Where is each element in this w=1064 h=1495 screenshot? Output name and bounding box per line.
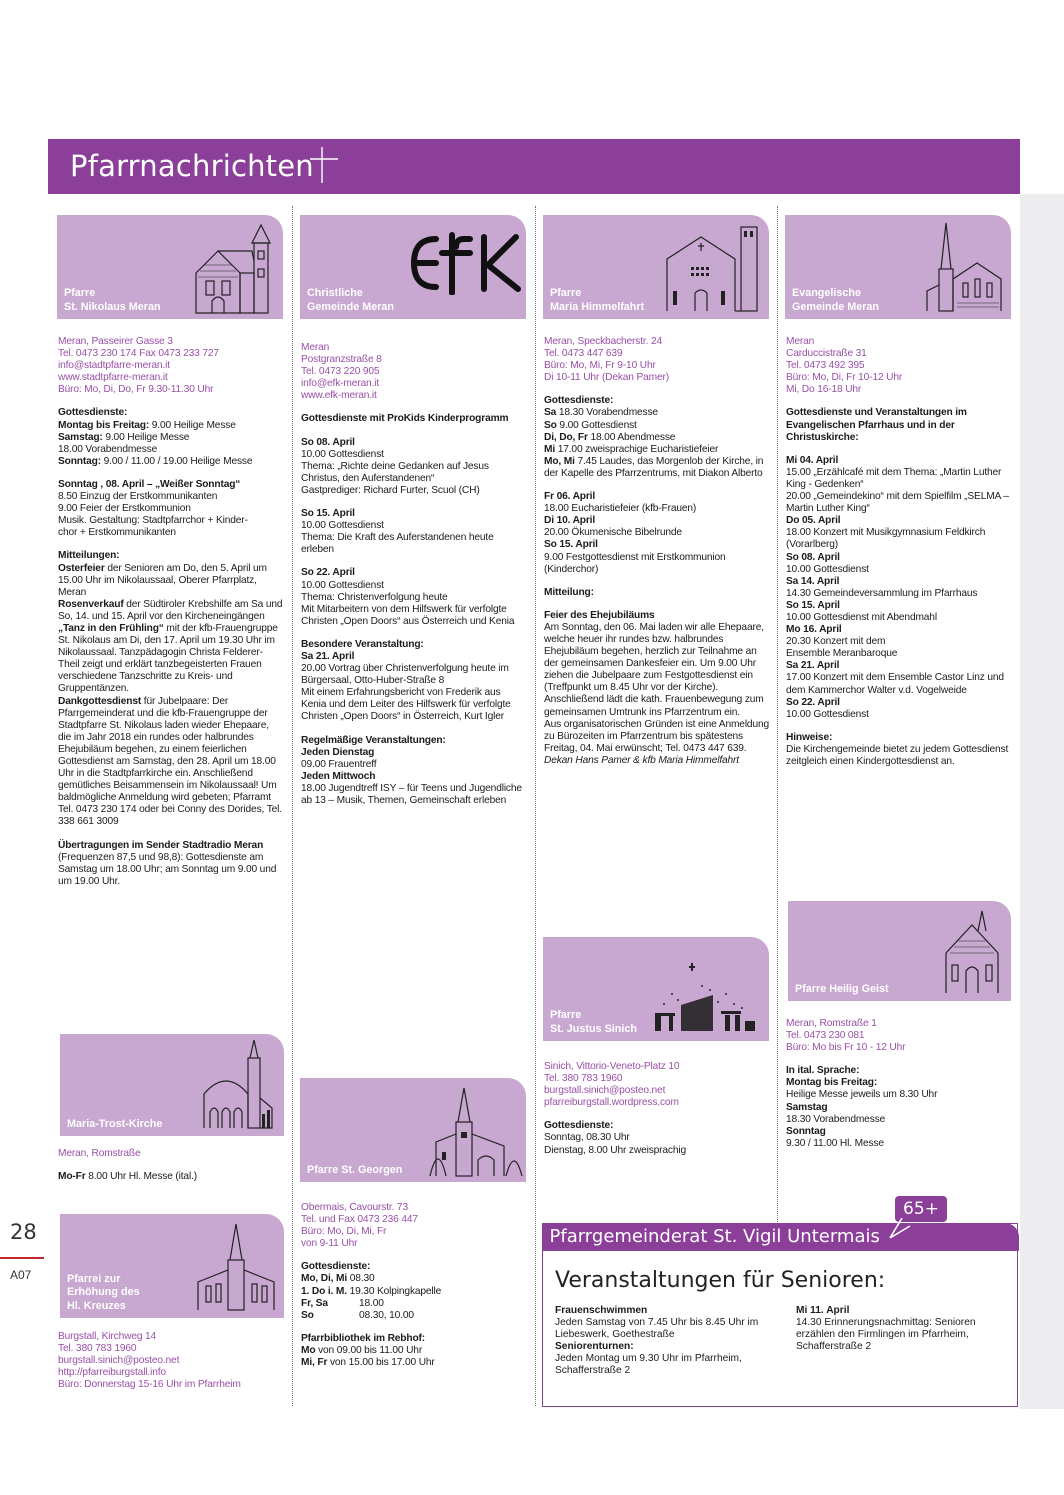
day-label: Montag bis Freitag:	[58, 419, 150, 431]
day-label: Sonntag:	[58, 455, 101, 467]
day-label: Fr, Sa	[301, 1297, 328, 1309]
notice-text: (Frequenzen 87,5 und 98,8): Gottesdienste am Samstag um 18.00 Uhr; am Sonntag um 9.00 und um 19.00 Uhr.	[58, 851, 277, 887]
senior-col-left	[555, 1305, 780, 1378]
text-line: Thema: Die Kraft des Auferstandenen heute erleben	[301, 532, 494, 556]
website-link[interactable]: pfarreiburgstall.wordpress.com	[544, 1097, 679, 1109]
time-text: 8.00 Uhr Hl. Messe (ital.)	[85, 1171, 197, 1183]
church-geist-icon	[938, 907, 1010, 997]
section-heading: Gottesdienste:	[58, 407, 128, 419]
notice-title: Dankgottesdienst	[58, 695, 142, 707]
contact-line: Büro: Mo, Di, Fr 10-12 Uhr	[786, 372, 903, 384]
contact-line: Büro: Mo, Di, Mi, Fr	[301, 1226, 387, 1238]
day-label: Mo-Fr	[58, 1171, 86, 1183]
time-text: 9.30 / 11.00 Hl. Messe	[786, 1137, 884, 1149]
contact-line: Meran	[786, 336, 815, 347]
contact-line: Obermais, Cavourstr. 73	[301, 1202, 408, 1213]
page-number: 28	[10, 1220, 37, 1244]
contact-line: Meran, Passeirer Gasse 3	[58, 336, 173, 347]
senior-events-box	[542, 1223, 1018, 1407]
email-link[interactable]: burgstall.sinich@posteo.net	[58, 1355, 180, 1367]
section-heading: Hinweise:	[786, 731, 833, 743]
date-heading: Fr 06. April	[544, 491, 596, 503]
email-link[interactable]: info@stadtpfarre-meran.it	[58, 360, 170, 372]
date-heading: So 15. April	[786, 599, 840, 611]
day-label: Mi	[544, 443, 556, 455]
text-line: Musik. Gestaltung: Stadtpfarrchor + Kinder-	[58, 515, 248, 527]
text-line: 17.00 Konzert mit dem Ensemble Castor Linz und dem Kammerchor Walter v.d. Vogelweide	[786, 672, 1004, 696]
day-label: Mi, Fr	[301, 1357, 328, 1369]
text-line: 18.00 Konzert mit Musikgymnasium Feldkirch (Vorarlberg)	[786, 527, 986, 551]
section-heading: Gottesdienste:	[544, 395, 614, 407]
contact-line: Tel. 0473 447 639	[544, 348, 623, 360]
parish-header-nikolaus	[57, 215, 283, 319]
column-divider	[292, 206, 293, 1406]
parish-header-himmelfahrt	[543, 215, 769, 319]
text-line: 10.00 Gottesdienst	[301, 520, 384, 532]
contact-line: Carduccistraße 31	[786, 348, 867, 360]
contact-line: Meran, Romstraße	[58, 1148, 141, 1159]
contact-line: Tel. 0473 230 174 Fax 0473 233 727	[58, 348, 219, 360]
contact-line: Büro: Mo bis Fr 10 - 12 Uhr	[786, 1042, 906, 1054]
page-edge-panel	[1020, 194, 1064, 1409]
notice-title: Rosenverkauf	[58, 598, 124, 610]
contact-line: Büro: Mo, Mi, Fr 9-10 Uhr	[544, 360, 656, 372]
date-heading: Sa 21. April	[786, 660, 840, 672]
text-line: chor + Erstkommunikanten	[58, 527, 176, 539]
text-line: Gastprediger: Richard Furter, Scuol (CH)	[301, 484, 480, 496]
text-line: 20.30 Konzert mit dem	[786, 636, 886, 648]
date-heading: Di 10. April	[544, 515, 596, 527]
parish-title: Pfarre St. Georgen	[307, 1163, 403, 1176]
trost-text	[58, 1148, 284, 1183]
day-label: So	[544, 419, 557, 431]
text-line: Mit einem Erfahrungsbericht von Frederik aus Kenia und dem Leiter des Hilfswerk für verfolgte Christen „Open Doors“ in Österreich, Kurt Igler	[301, 687, 511, 723]
time-text: 08.30	[347, 1273, 375, 1285]
time-text: 18.30 Vorabendmesse	[786, 1113, 886, 1125]
parish-title: Pfarre Maria Himmelfahrt	[550, 287, 645, 313]
text-line: 18.00 Eucharistiefeier (kfb-Frauen)	[544, 503, 697, 515]
parish-header-evang	[785, 215, 1011, 319]
time-text: von 15.00 bis 17.00 Uhr	[327, 1357, 435, 1369]
notice-title: Feier des Ehejubiläums	[544, 609, 655, 621]
text-line: 10.00 Gottesdienst	[301, 579, 384, 591]
section-title: Pfarrnachrichten	[70, 149, 314, 183]
text-line: Sonntag, 08.30 Uhr	[544, 1132, 630, 1144]
time-text: 9.00 Gottesdienst	[556, 419, 637, 431]
day-label: Montag bis Freitag:	[786, 1077, 878, 1089]
justus-text	[544, 1061, 770, 1157]
column-2	[300, 206, 528, 1406]
parish-header-geist	[788, 901, 1011, 1001]
text-line: Thema: „Richte deine Gedanken auf Jesus Christus, den Auferstandenen“	[301, 460, 489, 484]
efk-text	[301, 342, 527, 807]
cross-icon	[308, 145, 342, 185]
website-link[interactable]: www.efk-meran.it	[301, 390, 377, 402]
page-code: A07	[10, 1268, 32, 1282]
section-heading: Mitteilungen:	[58, 550, 120, 562]
email-link[interactable]: info@efk-meran.it	[301, 378, 379, 390]
date-heading: So 08. April	[301, 436, 355, 448]
contact-line: Tel. 380 783 1960	[58, 1343, 137, 1355]
section-heading: Gottesdienste mit ProKids Kinderprogramm	[301, 413, 509, 425]
contact-line: Büro: Donnerstag 15-16 Uhr im Pfarrheim	[58, 1379, 241, 1391]
date-heading: So 22. April	[301, 567, 355, 579]
time-text: 9.00 Heilige Messe	[149, 419, 236, 431]
notice-title: Osterfeier	[58, 562, 105, 574]
day-label: Sonntag	[786, 1125, 826, 1137]
section-heading: Sonntag , 08. April – „Weißer Sonntag“	[58, 478, 241, 490]
contact-line: Tel. 380 783 1960	[544, 1073, 623, 1085]
senior-box-title: Pfarrgemeinderat St. Vigil Untermais	[549, 1225, 880, 1247]
text-line: 10.00 Gottesdienst mit Abendmahl	[786, 611, 937, 623]
parish-title: Christliche Gemeinde Meran	[307, 287, 395, 313]
parish-header-trost	[60, 1034, 284, 1136]
text-line: 10.00 Gottesdienst	[301, 448, 384, 460]
time-text: 08.30, 10.00	[359, 1309, 414, 1321]
section-heading: Mitteilung:	[544, 586, 594, 598]
date-heading: Jeden Dienstag	[301, 746, 375, 758]
contact-line: Burgstall, Kirchweg 14	[58, 1331, 157, 1342]
section-heading: In ital. Sprache:	[786, 1065, 860, 1077]
parish-title: Pfarre Heilig Geist	[795, 982, 889, 995]
georgen-text	[301, 1202, 527, 1369]
day-label: Sa	[544, 407, 557, 419]
date-heading: So 22. April	[786, 696, 840, 708]
parish-title: Pfarre St. Justus Sinich	[550, 1009, 637, 1035]
time-text: 7.45 Laudes, das Morgenlob der Kirche, in der Kapelle des Pfarrzentrums, mit Diakon Alberto	[544, 455, 764, 479]
contact-line: Meran, Speckbacherstr. 24	[544, 336, 662, 347]
time-text: 17.00 zweisprachige Eucharistiefeier	[555, 443, 719, 455]
text-line: Dienstag, 8.00 Uhr zweisprachig	[544, 1144, 687, 1156]
website-link[interactable]: http://pfarreiburgstall.info	[58, 1367, 166, 1379]
column-divider	[535, 206, 536, 1406]
contact-line: Tel. 0473 492 395	[786, 360, 865, 372]
event-text: Jeden Samstag von 7.45 Uhr bis 8.45 Uhr im Liebeswerk, Goethestraße	[555, 1317, 759, 1341]
seniors-badge: 65+	[895, 1196, 947, 1222]
notice-text: der Südtiroler Krebshilfe am Sa und So, 14. und 15. April vor den Kircheneingängen	[58, 598, 283, 622]
event-title: Seniorenturnen:	[555, 1341, 634, 1353]
date-heading: Sa 14. April	[786, 575, 840, 587]
date-heading: Jeden Mittwoch	[301, 770, 376, 782]
date-heading: So 15. April	[301, 508, 355, 520]
website-link[interactable]: www.stadtpfarre-meran.it	[58, 372, 168, 384]
contact-line: Büro: Mo, Di, Do, Fr 9.30-11.30 Uhr	[58, 384, 214, 396]
text-line: Thema: Christenverfolgung heute	[301, 591, 448, 603]
badge-pointer-icon	[888, 1218, 918, 1240]
parish-header-kreuz	[60, 1214, 284, 1318]
date-heading: Sa 21. April	[301, 650, 355, 662]
notice-text: Am Sonntag, den 06. Mai laden wir alle Ehepaare, welche heuer ihr rundes bzw. halbrundes Ehejubiläum begehen, herzlich zur Teilnahme an der gemeinsamen Dankesfeier ein. Um 9.00 Uhr ziehen die Jubelpaare zum Festgottesdienst ein (Treffpunkt um 8.45 Uhr vor der Kirche). Anschließend lädt die kath. Frauenbewegung zum gemeinsamen Umtrunk ins Pfarrzentrum ein.	[544, 621, 764, 718]
text-line: 10.00 Gottesdienst	[786, 563, 869, 575]
text-line: 20.00 Ökumenische Bibelrunde	[544, 527, 682, 539]
nikolaus-text	[58, 336, 284, 888]
time-text: 18.00 Vorabendmesse	[58, 443, 158, 455]
parish-header-justus	[543, 937, 769, 1041]
text-line: 20.00 „Gemeindekino“ mit dem Spielfilm „SELMA – Martin Luther King“	[786, 491, 1009, 515]
notice-title: „Tanz in den Frühling“	[58, 622, 164, 634]
parish-title: Evangelische Gemeinde Meran	[792, 287, 880, 313]
text-line: 20.00 Vortrag über Christenverfolgung heute im Bürgersaal, Otto-Huber-Straße 8	[301, 663, 509, 687]
event-text: Jeden Montag um 9.30 Uhr im Pfarrheim, Schafferstraße 2	[555, 1353, 742, 1377]
text-line: 18.00 Jugendtreff ISY – für Teens und Jugendliche ab 13 – Musik, Themen, Gemeinschaft erleben	[301, 782, 522, 806]
day-label: Di, Do, Fr	[544, 431, 588, 443]
text-line: 9.00 Festgottesdienst mit Erstkommunion (Kinderchor)	[544, 551, 726, 575]
date-heading: Mo 16. April	[786, 624, 842, 636]
notice-text: für Jubelpaare: Der Pfarrgemeinderat und die kfb-Frauengruppe der Stadtpfarre St. Nikolaus laden wieder Ehepaare, die im Jahr 2018 ein rundes oder halbrundes Ehejubiläum begehen, zu einem feierlichen Gottesdienst am Samstag, den 28. April um 18.00 Uhr in die Stadtpfarrkirche ein. Anschließend gemütliches Beisammensein im Nikolaussaal! Um baldmögliche Anmeldung wird gebeten; Pfarramt Tel. 0473 230 174 oder bei Conny des Dorides, Tel. 338 661 3009	[58, 695, 282, 828]
parish-title: Pfarrei zur Erhöhung des Hl. Kreuzes	[67, 1272, 140, 1312]
contact-line: von 9-11 Uhr	[301, 1238, 358, 1250]
day-label: Mo, Mi	[544, 455, 575, 467]
event-title: Frauenschwimmen	[555, 1305, 648, 1316]
contact-line: Di 10-11 Uhr (Dekan Pamer)	[544, 372, 669, 384]
contact-line: Tel. und Fax 0473 236 447	[301, 1214, 418, 1226]
time-text: 18.00	[359, 1297, 384, 1309]
geist-text	[786, 1018, 1012, 1150]
section-heading: Pfarrbibliothek im Rebhof:	[301, 1332, 426, 1344]
day-label: 1. Do i. M.	[301, 1285, 347, 1297]
himmelfahrt-text	[544, 336, 770, 767]
contact-line: Meran	[301, 342, 330, 353]
column-1	[57, 206, 285, 1406]
parish-title: Pfarre St. Nikolaus Meran	[64, 287, 161, 313]
text-line: Die Kirchengemeinde bietet zu jedem Gottesdienst zeitgleich einen Kindergottesdienst an.	[786, 743, 1009, 767]
time-text: 18.30 Vorabendmesse	[556, 407, 658, 419]
section-heading: Gottesdienste und Veranstaltungen im Evangelischen Pfarrhaus und in der Christuskirche:	[786, 407, 967, 443]
kreuz-text	[58, 1331, 284, 1391]
day-label: So	[301, 1309, 314, 1321]
time-text: 18.00 Abendmesse	[587, 431, 676, 443]
time-text: Heilige Messe jeweils um 8.30 Uhr	[786, 1089, 938, 1101]
text-line: 9.00 Feier der Erstkommunion	[58, 503, 191, 515]
section-heading: Besondere Veranstaltung:	[301, 638, 424, 650]
notice-text: der Senioren am Do, den 5. April um 15.00 Uhr im Nikolaussaal, Oberer Pfarrplatz, Meran	[58, 562, 267, 598]
date-heading: So 08. April	[786, 551, 840, 563]
time-text: von 09.00 bis 11.00 Uhr	[315, 1344, 423, 1356]
section-heading: Regelmäßige Veranstaltungen:	[301, 734, 446, 746]
time-text: 19.30 Kolpingkapelle	[346, 1285, 442, 1297]
text-line: 14.30 Gemeindeversammlung im Pfarrhaus	[786, 587, 978, 599]
date-heading: Mi 04. April	[786, 454, 839, 466]
contact-line: Tel. 0473 220 905	[301, 366, 380, 378]
notice-title: Übertragungen im Sender Stadtradio Meran	[58, 839, 264, 851]
section-banner	[48, 139, 1020, 194]
day-label: Mo	[301, 1344, 316, 1356]
day-label: Mo, Di, Mi	[301, 1273, 348, 1285]
contact-line: Tel. 0473 230 081	[786, 1030, 865, 1042]
time-text: 9.00 Heilige Messe	[102, 431, 190, 443]
date-heading: So 15. April	[544, 539, 598, 551]
senior-box-header	[542, 1223, 1019, 1251]
notice-text: Aus organisatorischen Gründen ist eine Anmeldung zu Bürozeiten im Pfarrzentrum bis spätestens Freitag, 04. Mai erwünscht; Tel. 0473 447 639.	[544, 718, 769, 754]
date-heading: Do 05. April	[786, 515, 841, 527]
day-label: Samstag:	[58, 431, 103, 443]
email-link[interactable]: burgstall.sinich@posteo.net	[544, 1085, 666, 1097]
evang-text	[786, 336, 1012, 768]
day-label: Samstag	[786, 1101, 828, 1113]
contact-line: Sinich, Vittorio-Veneto-Platz 10	[544, 1061, 680, 1072]
text-line: Ensemble Meranbaroque	[786, 648, 898, 660]
section-heading: Gottesdienste:	[301, 1261, 371, 1273]
event-title: Mi 11. April	[796, 1305, 850, 1316]
text-line: Mit Mitarbeitern von dem Hilfswerk für verfolgte Christen „Open Doors“ aus Österreich und Kenia	[301, 603, 515, 627]
signature-line: Dekan Hans Pamer & kfb Maria Himmelfahrt	[544, 754, 739, 766]
text-line: 8.50 Einzug der Erstkommunikanten	[58, 491, 218, 503]
text-line: 09.00 Frauentreff	[301, 758, 377, 770]
page-number-rule	[0, 1257, 44, 1259]
contact-line: Postgranzstraße 8	[301, 354, 382, 366]
senior-col-right	[796, 1305, 1011, 1353]
time-text: 9.00 / 11.00 / 19.00 Heilige Messe	[100, 455, 253, 467]
parish-header-efk	[300, 215, 526, 319]
parish-title: Maria-Trost-Kirche	[67, 1117, 163, 1130]
contact-line: Mi, Do 16-18 Uhr	[786, 384, 862, 396]
senior-heading: Veranstaltungen für Senioren:	[555, 1268, 886, 1293]
event-text: 14.30 Erinnerungsnachmittag: Senioren erzählen den Firmlingen im Pfarrheim, Schafferstraße 2	[796, 1317, 976, 1353]
text-line: 15.00 „Erzählcafé mit dem Thema: „Martin Luther King - Gedenken“	[786, 466, 1002, 490]
contact-line: Meran, Romstraße 1	[786, 1018, 877, 1029]
text-line: 10.00 Gottesdienst	[786, 708, 869, 720]
parish-header-georgen	[300, 1078, 526, 1182]
section-heading: Gottesdienste:	[544, 1120, 614, 1132]
notice-text: mit der kfb-Frauengruppe St. Nikolaus am Di, den 17. April um 19.30 Uhr im Nikolaussaal. Tanzpädagogin Christa Felderer-Theil zeigt und erklärt tanzbegeisterten Frauen verschiedene Tanzschritte zu Kreis- und Gruppentänzen.	[58, 622, 278, 695]
efk-logo-icon	[408, 231, 523, 295]
